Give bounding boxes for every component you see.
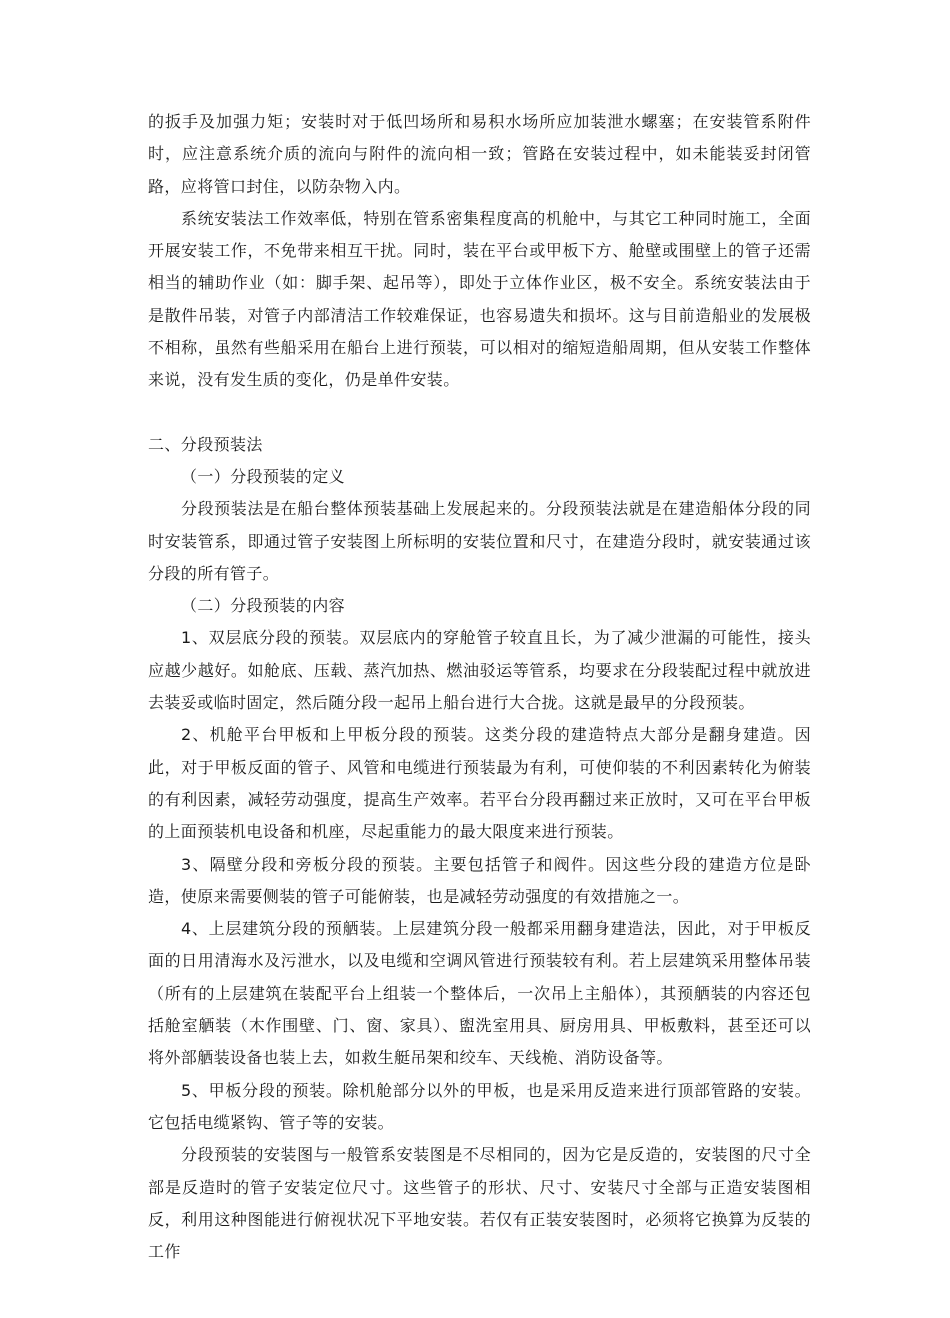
content-item-5: 5、甲板分段的预装。除机舱部分以外的甲板，也是采用反造来进行顶部管路的安装。它包括电缆紧钩、管子等的安装。 bbox=[148, 1080, 811, 1132]
intro-paragraph-2: 系统安装法工作效率低，特别在管系密集程度高的机舱中，与其它工种同时施工，全面开展安装工作，不免带来相互干扰。同时，装在平台或甲板下方、舱壁或围壁上的管子还需相当的辅助作业（如：脚手架、起吊等），即处于立体作业区，极不安全。系统安装法由于是散件吊装，对管子内部清洁工作较难保证，也容易遗失和损坏。这与目前造船业的发展极不相称，虽然有些船采用在船台上进行预装，可以相对的缩短造船周期，但从安装工作整体来说，没有发生质的变化，仍是单件安装。 bbox=[148, 208, 811, 390]
section-heading: 二、分段预装法 bbox=[148, 434, 263, 454]
content-item-1: 1、双层底分段的预装。双层底内的穿舱管子较直且长，为了减少泄漏的可能性，接头应越少越好。如舱底、压载、蒸汽加热、燃油驳运等管系，均要求在分段装配过程中就放进去装妥或临时固定，然后随分段一起吊上船台进行大合拢。这就是最早的分段预装。 bbox=[148, 628, 811, 713]
subsection-heading-definition: （一）分段预装的定义 bbox=[181, 466, 346, 486]
content-item-2: 2、机舱平台甲板和上甲板分段的预装。这类分段的建造特点大部分是翻身建造。因此，对于甲板反面的管子、风管和电缆进行预装最为有利，可使仰装的不利因素转化为俯装的有利因素，减轻劳动强度，提高生产效率。若平台分段再翻过来正放时，又可在平台甲板的上面预装机电设备和机座，尽起重能力的最大限度来进行预装。 bbox=[148, 725, 811, 842]
intro-paragraph-1: 的扳手及加强力矩；安装时对于低凹场所和易积水场所应加装泄水螺塞；在安装管系附件时，应注意系统介质的流向与附件的流向相一致；管路在安装过程中，如未能装妥封闭管路，应将管口封住，以防杂物入内。 bbox=[148, 112, 811, 196]
subsection-heading-content: （二）分段预装的内容 bbox=[181, 596, 346, 616]
document-page bbox=[148, 106, 811, 1268]
definition-paragraph: 分段预装法是在船台整体预装基础上发展起来的。分段预装法就是在建造船体分段的同时安装管系，即通过管子安装图上所标明的安装位置和尺寸，在建造分段时，就安装通过该分段的所有管子。 bbox=[148, 499, 811, 583]
closing-paragraph: 分段预装的安装图与一般管系安装图是不尽相同的，因为它是反造的，安装图的尺寸全部是反造时的管子安装定位尺寸。这些管子的形状、尺寸、安装尺寸全部与正造安装图相反，利用这种图能进行俯视状况下平地安装。若仅有正装安装图时，必须将它换算为反装的工作 bbox=[148, 1145, 811, 1262]
content-item-3: 3、隔壁分段和旁板分段的预装。主要包括管子和阀件。因这些分段的建造方位是卧造，使原来需要侧装的管子可能俯装，也是减轻劳动强度的有效措施之一。 bbox=[148, 854, 811, 906]
content-item-4: 4、上层建筑分段的预舾装。上层建筑分段一般都采用翻身建造法，因此，对于甲板反面的日用清海水及污泄水，以及电缆和空调风管进行预装较有利。若上层建筑采用整体吊装（所有的上层建筑在装配平台上组装一个整体后，一次吊上主船体），其预舾装的内容还包括舱室舾装（木作围壁、门、窗、家具）、盥洗室用具、厨房用具、甲板敷料，甚至还可以将外部舾装设备也装上去，如救生艇吊架和绞车、天线桅、消防设备等。 bbox=[148, 919, 811, 1068]
